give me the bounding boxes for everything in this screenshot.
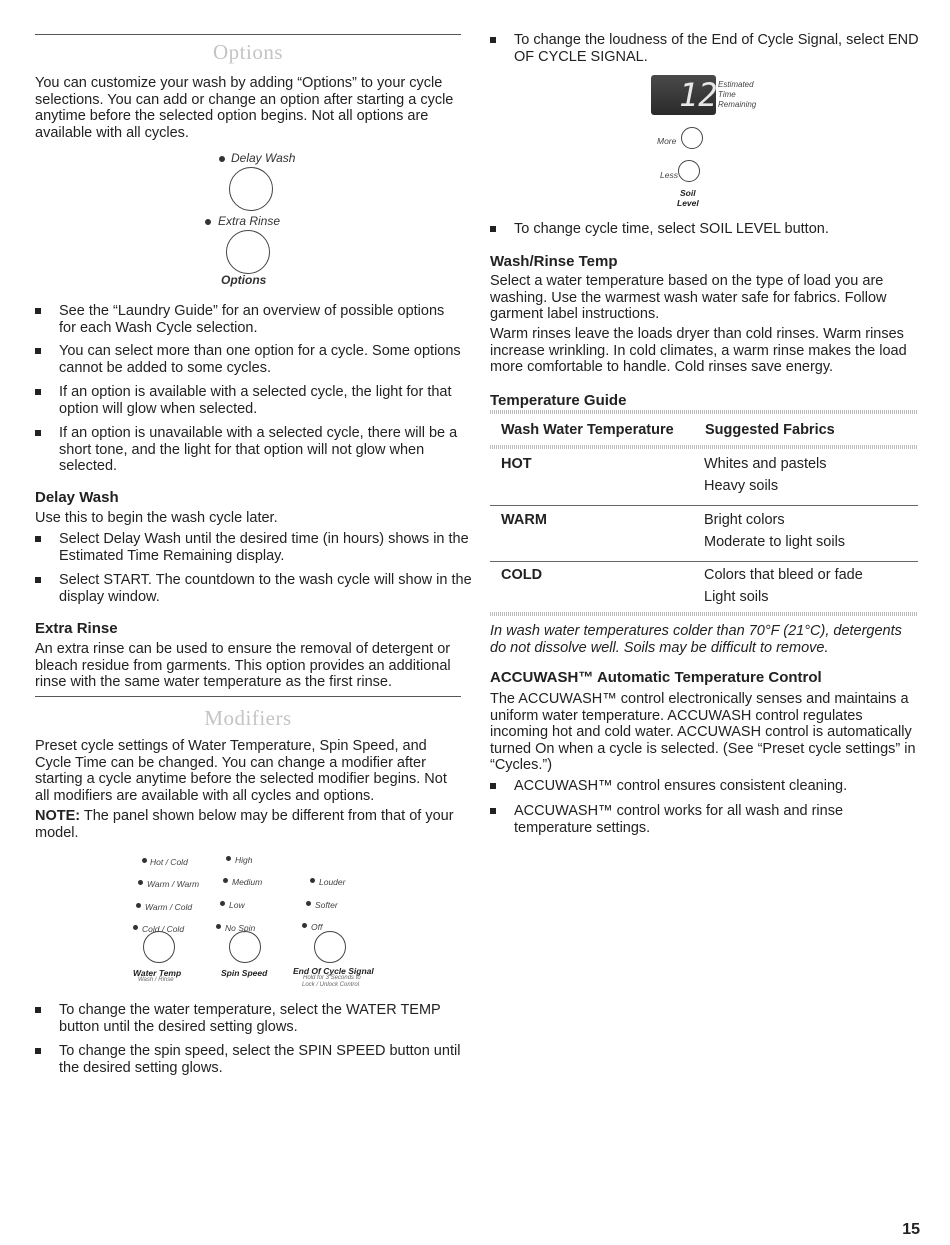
- modifiers-bullet: To change the water temperature, select the WATER TEMP button until the desired setting glows.: [35, 1002, 479, 1035]
- extra-rinse-heading: Extra Rinse: [35, 620, 118, 637]
- row-temp: HOT: [501, 456, 532, 472]
- options-bullet: If an option is unavailable with a selected cycle, there will be a short tone, and the light for that option will not glow when selected.: [35, 425, 463, 475]
- extra-rinse-text: An extra rinse can be used to ensure the removal of detergent or bleach residue from garments. This option provides an additional rinse with the same water temperature as the first rinse.: [35, 641, 451, 690]
- row-divider: [490, 561, 918, 562]
- delay-wash-bullet: Select START. The countdown to the wash cycle will show in the display window.: [35, 572, 479, 605]
- spin-speed-light: [223, 878, 228, 883]
- signal-sublabel: Lock / Unlock Control: [302, 982, 360, 988]
- wash-rinse-p2: Warm rinses leave the loads dryer than cold rinses. Warm rinses increase wrinkling. In cold climates, a warm rinse makes the load more comfortable to handle. Cold rinses save energy.: [490, 326, 907, 375]
- table-header-rule: [490, 445, 918, 449]
- options-bullet: See the “Laundry Guide” for an overview of possible options for each Wash Cycle selection.: [35, 303, 461, 336]
- signal-bullet: To change the loudness of the End of Cycle Signal, select END OF CYCLE SIGNAL.: [490, 32, 919, 65]
- more-button[interactable]: [681, 127, 703, 149]
- wash-rinse-heading: Wash/Rinse Temp: [490, 253, 618, 270]
- more-label: More: [657, 136, 677, 146]
- accuwash-heading: ACCUWASH™ Automatic Temperature Control: [490, 669, 822, 686]
- spin-speed-label: Spin Speed: [221, 968, 268, 978]
- delay-wash-panel-label: Delay Wash: [231, 151, 296, 165]
- delay-wash-button[interactable]: [229, 167, 273, 211]
- soil-bullet: To change cycle time, select SOIL LEVEL button.: [490, 221, 919, 238]
- water-temp-light: [136, 903, 141, 908]
- signal-label: End Of Cycle Signal: [293, 966, 374, 976]
- note-text: The panel shown below may be different from that of your model.: [35, 808, 454, 841]
- spin-speed-option: High: [235, 855, 253, 865]
- display-label: Remaining: [718, 100, 757, 109]
- row-fabric: Heavy soils: [704, 478, 779, 494]
- note-label: NOTE:: [35, 808, 81, 824]
- water-temp-option: Warm / Cold: [145, 902, 193, 912]
- row-fabric: Whites and pastels: [704, 456, 827, 472]
- water-temp-option: Cold / Cold: [142, 924, 185, 934]
- row-fabric: Bright colors: [704, 512, 785, 528]
- modifiers-title: Modifiers: [204, 706, 292, 730]
- delay-wash-light: [219, 156, 225, 162]
- spin-speed-light: [216, 924, 221, 929]
- water-temp-label: Water Temp: [133, 968, 182, 978]
- modifiers-top-rule: [35, 696, 461, 697]
- row-temp: WARM: [501, 512, 547, 528]
- row-temp: COLD: [501, 567, 543, 583]
- wash-rinse-p1: Select a water temperature based on the type of load you are washing. Use the warmest wash water safe for fabrics. Follow garment label instructions.: [490, 273, 887, 322]
- options-title: Options: [212, 40, 283, 64]
- signal-light: [306, 901, 311, 906]
- col-header-temperature: Wash Water Temperature: [501, 422, 674, 438]
- signal-option: Louder: [319, 877, 346, 887]
- temp-guide-top-rule: [490, 410, 918, 414]
- signal-option: Softer: [315, 900, 338, 910]
- col-header-fabrics: Suggested Fabrics: [705, 422, 835, 438]
- accuwash-bullet: ACCUWASH™ control ensures consistent cleaning.: [490, 778, 919, 795]
- row-divider: [490, 505, 918, 506]
- modifiers-note: [35, 808, 463, 841]
- less-button[interactable]: [678, 160, 700, 182]
- spin-speed-button[interactable]: [229, 931, 261, 963]
- water-temp-light: [142, 858, 147, 863]
- soil-level-label: Soil: [680, 188, 696, 198]
- delay-wash-heading: Delay Wash: [35, 489, 119, 506]
- options-bullet: You can select more than one option for a cycle. Some options cannot be added to some cycles.: [35, 343, 461, 376]
- signal-light: [310, 878, 315, 883]
- temp-guide-note: In wash water temperatures colder than 70°F (21°C), detergents do not dissolve well. Soils may be difficult to remove.: [490, 623, 902, 656]
- extra-rinse-light: [205, 219, 211, 225]
- options-top-rule: [35, 34, 461, 35]
- accuwash-text: The ACCUWASH™ control electronically senses and maintains a uniform water temperature. ACCUWASH control regulates incoming hot and cold water. ACCUWASH control is automatically turned On when a cycle is selected. (See “Preset cycle settings” in “Cycles.”): [490, 691, 916, 773]
- signal-option: Off: [311, 922, 323, 932]
- time-display: [651, 75, 716, 115]
- signal-light: [302, 923, 307, 928]
- page-number: 15: [902, 1221, 920, 1238]
- water-temp-sublabel: Wash / Rinse: [138, 977, 174, 983]
- spin-speed-light: [220, 901, 225, 906]
- row-fabric: Light soils: [704, 589, 769, 605]
- temp-guide-heading: Temperature Guide: [490, 392, 627, 409]
- water-temp-light: [138, 880, 143, 885]
- row-fabric: Moderate to light soils: [704, 534, 846, 550]
- spin-speed-light: [226, 856, 231, 861]
- water-temp-button[interactable]: [143, 931, 175, 963]
- row-fabric: Colors that bleed or fade: [704, 567, 863, 583]
- spin-speed-option: Medium: [232, 877, 263, 887]
- delay-wash-text: Use this to begin the wash cycle later.: [35, 510, 278, 526]
- table-bottom-rule: [490, 612, 918, 616]
- options-panel-caption: Options: [221, 273, 267, 287]
- display-label: Time: [718, 90, 736, 99]
- end-of-cycle-signal-button[interactable]: [314, 931, 346, 963]
- display-label: Estimated: [718, 80, 754, 89]
- accuwash-bullet: ACCUWASH™ control works for all wash and rinse temperature settings.: [490, 803, 919, 836]
- modifiers-intro: Preset cycle settings of Water Temperature, Spin Speed, and Cycle Time can be changed. You can change a modifier after starting a cycle anytime before the selected modifier begins. Not all modifiers are available with all cycles and options.: [35, 738, 447, 804]
- display-digits: 12: [679, 76, 718, 114]
- water-temp-light: [133, 925, 138, 930]
- extra-rinse-panel-label: Extra Rinse: [218, 214, 281, 228]
- signal-sublabel: Hold for 3 Seconds to: [303, 975, 361, 981]
- extra-rinse-button[interactable]: [226, 230, 270, 274]
- water-temp-option: Warm / Warm: [147, 879, 200, 889]
- options-intro: You can customize your wash by adding “Options” to your cycle selections. You can add or change an option after starting a cycle anytime before the selected option begins. Not all options are available with all cycles.: [35, 75, 454, 141]
- water-temp-option: Hot / Cold: [150, 857, 188, 867]
- delay-wash-bullet: Select Delay Wash until the desired time (in hours) shows in the Estimated Time Remaining display.: [35, 531, 479, 564]
- spin-speed-option: No Spin: [225, 923, 256, 933]
- spin-speed-option: Low: [229, 900, 245, 910]
- soil-level-label: Level: [677, 198, 699, 208]
- less-label: Less: [660, 170, 678, 180]
- options-bullet: If an option is available with a selected cycle, the light for that option will glow when selected.: [35, 384, 461, 417]
- modifiers-bullet: To change the spin speed, select the SPIN SPEED button until the desired setting glows.: [35, 1043, 479, 1076]
